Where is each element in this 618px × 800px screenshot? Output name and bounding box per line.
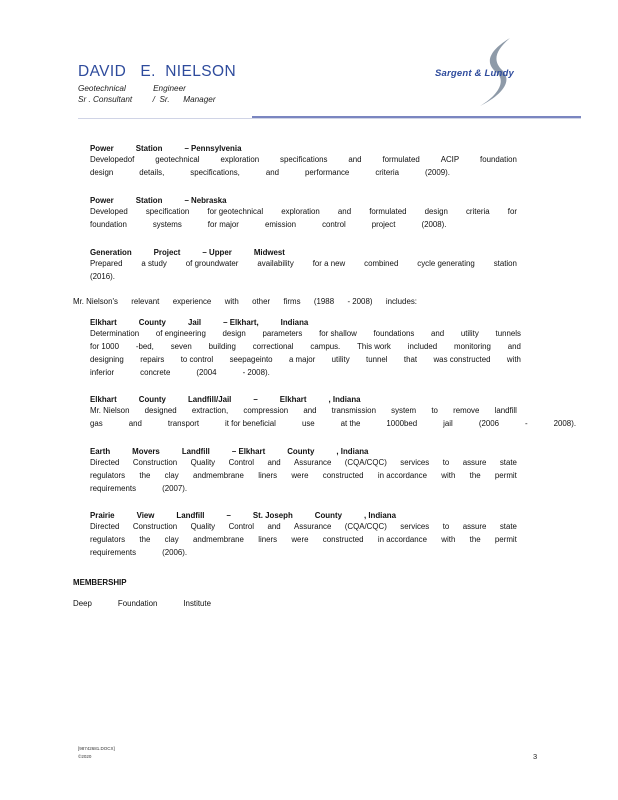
word: for: [507, 207, 517, 216]
word: permit: [494, 535, 517, 544]
entry-text-line: [90, 168, 450, 177]
word: regulators: [90, 535, 126, 544]
job-title-line-2: Sr . Consultant / Sr. Manager: [78, 95, 216, 104]
word: transport: [167, 419, 200, 428]
word: – Elkhart,: [223, 318, 259, 327]
word: – Nebraska: [184, 196, 227, 205]
word: Landfill: [176, 511, 205, 520]
word: specifications,: [190, 168, 240, 177]
word: andmembrane: [193, 471, 244, 480]
word: parameters: [262, 329, 303, 338]
word: building: [208, 342, 236, 351]
entry-text-line: [90, 272, 115, 281]
word: –: [226, 511, 231, 520]
entry-text-line: [90, 342, 521, 351]
entry-text-line: [90, 548, 187, 557]
word: County: [138, 318, 166, 327]
word: includes:: [385, 297, 417, 306]
word: – Upper: [202, 248, 232, 257]
word: Power: [90, 196, 114, 205]
word: and: [507, 342, 521, 351]
word: for a new: [312, 259, 346, 268]
word: Generation: [90, 248, 132, 257]
word: (2008).: [421, 220, 447, 229]
word: clay: [164, 535, 179, 544]
word: utility: [331, 355, 350, 364]
job-title-line-1: Geotechnical Engineer: [78, 84, 186, 93]
word: Construction: [132, 522, 178, 531]
word: for major: [207, 220, 239, 229]
word: (1988: [313, 297, 335, 306]
word: - 2008).: [242, 368, 270, 377]
word: Determination: [90, 329, 140, 338]
word: – Elkhart: [231, 447, 266, 456]
word: correctional: [252, 342, 294, 351]
word: foundation: [90, 220, 127, 229]
word: ACIP: [440, 155, 460, 164]
word: (2006).: [162, 548, 188, 557]
word: permit: [494, 471, 517, 480]
word: jail: [443, 419, 453, 428]
word: geotechnical: [155, 155, 200, 164]
word: with: [441, 535, 456, 544]
word: (2016).: [90, 272, 116, 281]
entry-text-line: [90, 259, 517, 268]
word: Foundation: [117, 599, 158, 608]
word: were: [291, 535, 309, 544]
word: constructed: [322, 535, 364, 544]
entry-text-line: [90, 207, 517, 216]
word: to: [442, 522, 450, 531]
word: details,: [139, 168, 165, 177]
entry-text-line: [90, 155, 517, 164]
word: This work: [357, 342, 391, 351]
word: design: [90, 168, 114, 177]
word: View: [136, 511, 155, 520]
word: cycle generating: [417, 259, 475, 268]
word: Elkhart: [279, 395, 307, 404]
word: and: [265, 168, 280, 177]
word: the: [469, 471, 481, 480]
word: Quality: [190, 522, 216, 531]
word: Power: [90, 144, 114, 153]
word: with: [441, 471, 456, 480]
word: 2008).: [553, 419, 577, 428]
word: included: [407, 342, 438, 351]
word: (2009).: [425, 168, 451, 177]
word: Developed: [90, 207, 128, 216]
word: for shallow: [319, 329, 357, 338]
company-logo-text: Sargent & Lundy: [435, 68, 515, 79]
word: Earth: [90, 447, 111, 456]
word: Midwest: [253, 248, 285, 257]
word: (2007).: [162, 484, 188, 493]
word: services: [400, 458, 430, 467]
word: -: [525, 419, 528, 428]
word: Deep: [73, 599, 92, 608]
word: system: [391, 406, 417, 415]
entry-text-line: [90, 329, 521, 338]
word: with: [506, 355, 521, 364]
word: use: [301, 419, 315, 428]
word: a major: [288, 355, 316, 364]
word: services: [400, 522, 430, 531]
word: campus.: [310, 342, 341, 351]
word: Elkhart: [90, 318, 117, 327]
word: tunnels: [495, 329, 521, 338]
word: Project: [153, 248, 181, 257]
word: project: [371, 220, 396, 229]
word: transmission: [331, 406, 376, 415]
word: state: [499, 458, 517, 467]
word: Developedof: [90, 155, 135, 164]
word: landfill: [494, 406, 517, 415]
word: relevant: [131, 297, 160, 306]
word: , Indiana: [328, 395, 361, 404]
word: and: [337, 207, 352, 216]
word: Institute: [183, 599, 211, 608]
header-divider-light: [78, 118, 581, 119]
word: seepageinto: [229, 355, 273, 364]
word: gas: [90, 419, 103, 428]
word: formulated: [382, 155, 420, 164]
word: compression: [243, 406, 289, 415]
word: monitoring: [454, 342, 491, 351]
word: St. Joseph: [252, 511, 293, 520]
word: foundations: [373, 329, 415, 338]
word: , Indiana: [363, 511, 396, 520]
word: it for beneficial: [225, 419, 276, 428]
word: liners: [258, 535, 278, 544]
word: Landfill/Jail: [187, 395, 232, 404]
word: emission: [264, 220, 297, 229]
word: designed: [144, 406, 177, 415]
word: exploration: [220, 155, 260, 164]
word: regulators: [90, 471, 126, 480]
word: tunnel: [366, 355, 388, 364]
word: and: [128, 419, 142, 428]
word: performance: [305, 168, 350, 177]
word: County: [287, 447, 315, 456]
word: to control: [180, 355, 214, 364]
entry-heading: [90, 395, 361, 404]
word: Directed: [90, 522, 120, 531]
word: to: [442, 458, 450, 467]
word: repairs: [140, 355, 165, 364]
word: constructed: [322, 471, 364, 480]
word: a study: [141, 259, 167, 268]
word: experience: [172, 297, 212, 306]
entry-text-line: [73, 599, 211, 608]
entry-text-line: [90, 484, 187, 493]
document-code: [98742681.DOCX]: [78, 746, 115, 751]
word: Station: [135, 144, 163, 153]
word: formulated: [369, 207, 407, 216]
word: concrete: [140, 368, 171, 377]
entry-text-line: [90, 419, 576, 428]
word: (CQA/CQC): [344, 522, 387, 531]
word: in accordance: [377, 535, 427, 544]
word: and: [267, 522, 281, 531]
word: that: [403, 355, 418, 364]
word: assure: [462, 522, 487, 531]
word: Assurance: [294, 522, 332, 531]
word: state: [499, 522, 517, 531]
word: Control: [228, 458, 254, 467]
word: were: [291, 471, 309, 480]
entry-text-line: [90, 368, 270, 377]
word: County: [314, 511, 342, 520]
entry-heading: [90, 318, 308, 327]
word: availability: [257, 259, 294, 268]
entry-text-line: [90, 406, 517, 415]
word: Control: [228, 522, 254, 531]
word: specifications: [280, 155, 328, 164]
word: Quality: [190, 458, 216, 467]
word: foundation: [480, 155, 517, 164]
word: other: [252, 297, 271, 306]
entry-text-line: [90, 355, 521, 364]
word: station: [493, 259, 517, 268]
page-number: 3: [533, 752, 538, 761]
word: Assurance: [294, 458, 332, 467]
word: the: [139, 471, 151, 480]
word: specification: [145, 207, 190, 216]
word: assure: [462, 458, 487, 467]
word: was constructed: [433, 355, 491, 364]
entry-text-line: [90, 522, 517, 531]
word: in accordance: [377, 471, 427, 480]
word: of engineering: [155, 329, 206, 338]
word: Directed: [90, 458, 120, 467]
word: exploration: [281, 207, 320, 216]
word: design: [222, 329, 246, 338]
word: seven: [170, 342, 192, 351]
word: 1000bed: [386, 419, 418, 428]
word: clay: [164, 471, 179, 480]
word: and: [303, 406, 317, 415]
entry-text-line: [90, 471, 517, 480]
word: to: [431, 406, 438, 415]
entry-heading: [90, 511, 396, 520]
word: -bed,: [135, 342, 154, 351]
word: the: [139, 535, 151, 544]
word: Prepared: [90, 259, 123, 268]
word: design: [424, 207, 448, 216]
word: Mr. Nielson: [90, 406, 130, 415]
word: Indiana: [280, 318, 309, 327]
word: Mr. Nielson's: [73, 297, 118, 306]
entry-heading: [90, 447, 368, 456]
word: at the: [340, 419, 361, 428]
word: with: [224, 297, 239, 306]
word: Elkhart: [90, 395, 117, 404]
word: – Pennsylvenia: [184, 144, 242, 153]
word: (CQA/CQC): [344, 458, 387, 467]
word: (2004: [196, 368, 217, 377]
word: Construction: [132, 458, 178, 467]
copyright-year: ©2020: [78, 754, 92, 759]
word: , Indiana: [336, 447, 369, 456]
word: the: [469, 535, 481, 544]
word: Movers: [132, 447, 160, 456]
word: Station: [135, 196, 163, 205]
word: firms: [283, 297, 301, 306]
word: andmembrane: [193, 535, 244, 544]
entry-heading: [90, 196, 227, 205]
membership-heading: MEMBERSHIP: [73, 578, 127, 587]
word: Jail: [187, 318, 202, 327]
word: –: [253, 395, 258, 404]
word: control: [322, 220, 346, 229]
word: Landfill: [181, 447, 210, 456]
word: criteria: [375, 168, 399, 177]
word: extraction,: [191, 406, 229, 415]
person-name: DAVID E. NIELSON: [78, 63, 237, 80]
word: and: [430, 329, 445, 338]
word: and: [267, 458, 281, 467]
word: for geotechnical: [207, 207, 264, 216]
word: inferior: [90, 368, 115, 377]
word: (2006: [478, 419, 499, 428]
word: and: [348, 155, 362, 164]
word: utility: [460, 329, 479, 338]
word: designing: [90, 355, 124, 364]
word: criteria: [465, 207, 490, 216]
entry-text-line: [90, 458, 517, 467]
entry-text-line: [73, 297, 417, 306]
word: requirements: [90, 484, 137, 493]
word: of groundwater: [185, 259, 239, 268]
word: County: [138, 395, 166, 404]
entry-text-line: [90, 220, 446, 229]
word: systems: [152, 220, 182, 229]
entry-heading: [90, 248, 285, 257]
entry-heading: [90, 144, 241, 153]
entry-text-line: [90, 535, 517, 544]
word: combined: [364, 259, 399, 268]
word: Prairie: [90, 511, 115, 520]
word: liners: [258, 471, 278, 480]
word: requirements: [90, 548, 137, 557]
word: - 2008): [347, 297, 373, 306]
word: for 1000: [90, 342, 119, 351]
word: remove: [453, 406, 480, 415]
